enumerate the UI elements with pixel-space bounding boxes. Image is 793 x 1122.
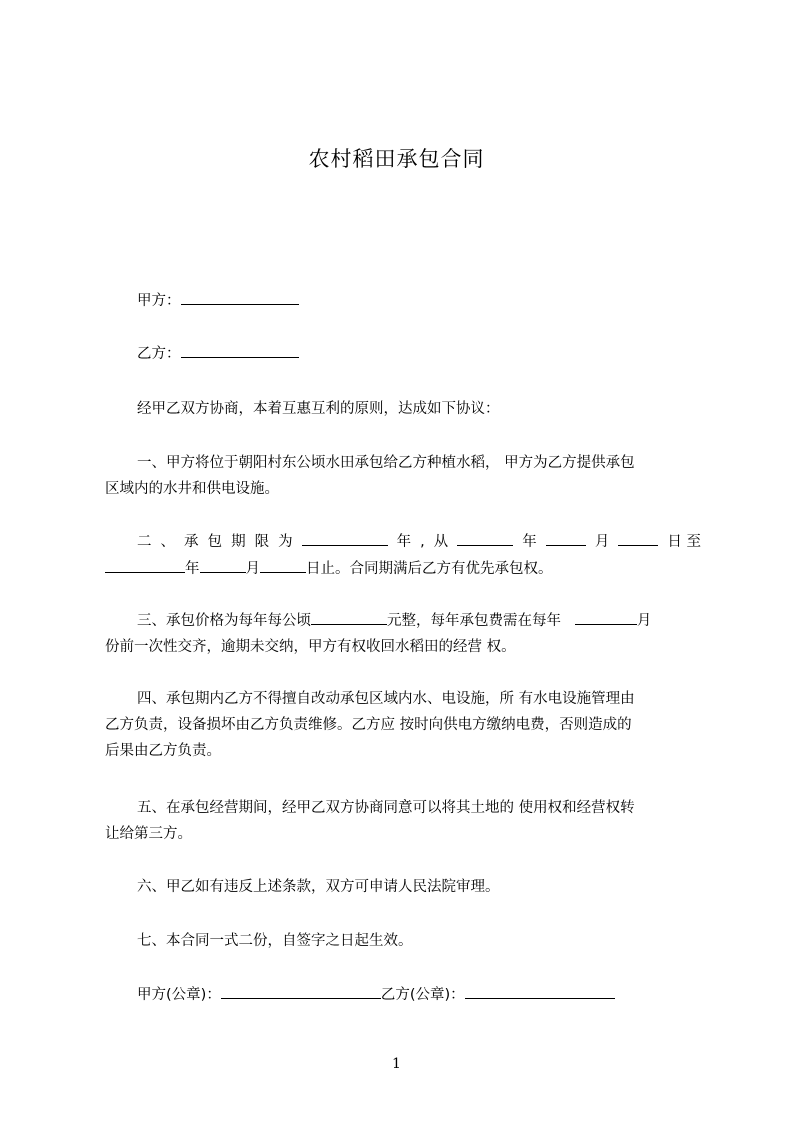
clause-2-start-month-label: 月 — [594, 534, 610, 550]
clause-5-line-1: 五、在承包经营期间，经甲乙双方协商同意可以将其土地的 使用权和经营权转 — [137, 800, 635, 816]
clause-4-line-1: 四、承包期内乙方不得擅自改动承包区域内水、电设施，所 有水电设施管理由 — [137, 691, 635, 707]
payment-month-blank[interactable] — [575, 610, 637, 625]
term-years-blank[interactable] — [302, 531, 388, 546]
end-year-blank[interactable] — [105, 558, 185, 573]
document-title: 农村稻田承包合同 — [308, 147, 485, 171]
clause-3-part-3: 月 — [636, 613, 652, 629]
clause-2-word: 为 — [278, 534, 293, 550]
clause-2-year-label: 年 — [396, 534, 412, 550]
party-a-line — [105, 290, 733, 312]
start-month-blank[interactable] — [546, 531, 586, 546]
clause-7: 七、本合同一式二份，自签字之日起生效。 — [137, 933, 413, 949]
clause-3-line-1 — [105, 610, 733, 632]
clause-6: 六、甲乙如有违反上述条款，双方可申请人民法院审理。 — [137, 879, 500, 895]
end-month-blank[interactable] — [200, 558, 246, 573]
clause-2-end-month-label: 月 — [245, 561, 260, 577]
clause-5-line-2: 让给第三方。 — [105, 826, 192, 842]
signature-line — [105, 984, 733, 1006]
clause-2-from: 从 — [433, 534, 449, 550]
price-blank[interactable] — [311, 610, 387, 625]
clause-1-line-2: 区域内的水井和供电设施。 — [105, 481, 279, 497]
clause-2-word: 包 — [207, 534, 223, 550]
clause-3-part-2: 元整，每年承包费需在每年 — [387, 613, 561, 629]
clause-4-line-3: 后果由乙方负责。 — [105, 743, 221, 759]
clause-2-word: 限 — [254, 534, 270, 550]
clause-3-line-2: 份前一次性交齐，逾期未交纳，甲方有权收回水稻田的经营 权。 — [105, 639, 516, 655]
clause-2-line-2 — [105, 558, 701, 580]
start-year-blank[interactable] — [457, 531, 513, 546]
preamble: 经甲乙双方协商，本着互惠互利的原则，达成如下协议： — [137, 401, 500, 417]
clause-2-start-year-label: 年 — [522, 534, 537, 550]
clause-2-sep: 、 — [160, 534, 176, 550]
clause-3-part-1: 三、承包价格为每年每公顷 — [137, 613, 311, 629]
clause-1-line-1: 一、甲方将位于朝阳村东公顷水田承包给乙方种植水稻， 甲方为乙方提供承包 — [137, 455, 635, 471]
end-day-blank[interactable] — [260, 558, 306, 573]
party-a-blank[interactable] — [181, 290, 299, 305]
start-day-blank[interactable] — [618, 531, 658, 546]
clause-2-number: 二 — [137, 534, 152, 550]
clause-2-day-to: 日 至 — [667, 534, 701, 550]
sign-b-blank[interactable] — [465, 984, 615, 999]
sign-b-label: 乙方(公章)： — [380, 987, 465, 1003]
sign-a-label: 甲方(公章)： — [137, 987, 221, 1003]
clause-2-word: 承 — [184, 534, 199, 550]
party-b-blank[interactable] — [181, 343, 299, 358]
sign-a-blank[interactable] — [221, 984, 381, 999]
clause-2-end-text: 日止。合同期满后乙方有优先承包权。 — [306, 561, 553, 577]
page-number: 1 — [392, 1056, 401, 1072]
clause-4-line-2: 乙方负责，设备损坏由乙方负责维修。乙方应 按时向供电方缴纳电费，否则造成的 — [105, 717, 632, 733]
clause-2-line-1 — [137, 531, 701, 553]
clause-2-end-year-label: 年 — [185, 561, 200, 577]
clause-2-comma: , — [420, 534, 425, 550]
clause-2-word: 期 — [231, 534, 246, 550]
party-b-line — [105, 343, 733, 365]
party-b-label: 乙方： — [137, 346, 181, 362]
party-a-label: 甲方： — [137, 293, 181, 309]
